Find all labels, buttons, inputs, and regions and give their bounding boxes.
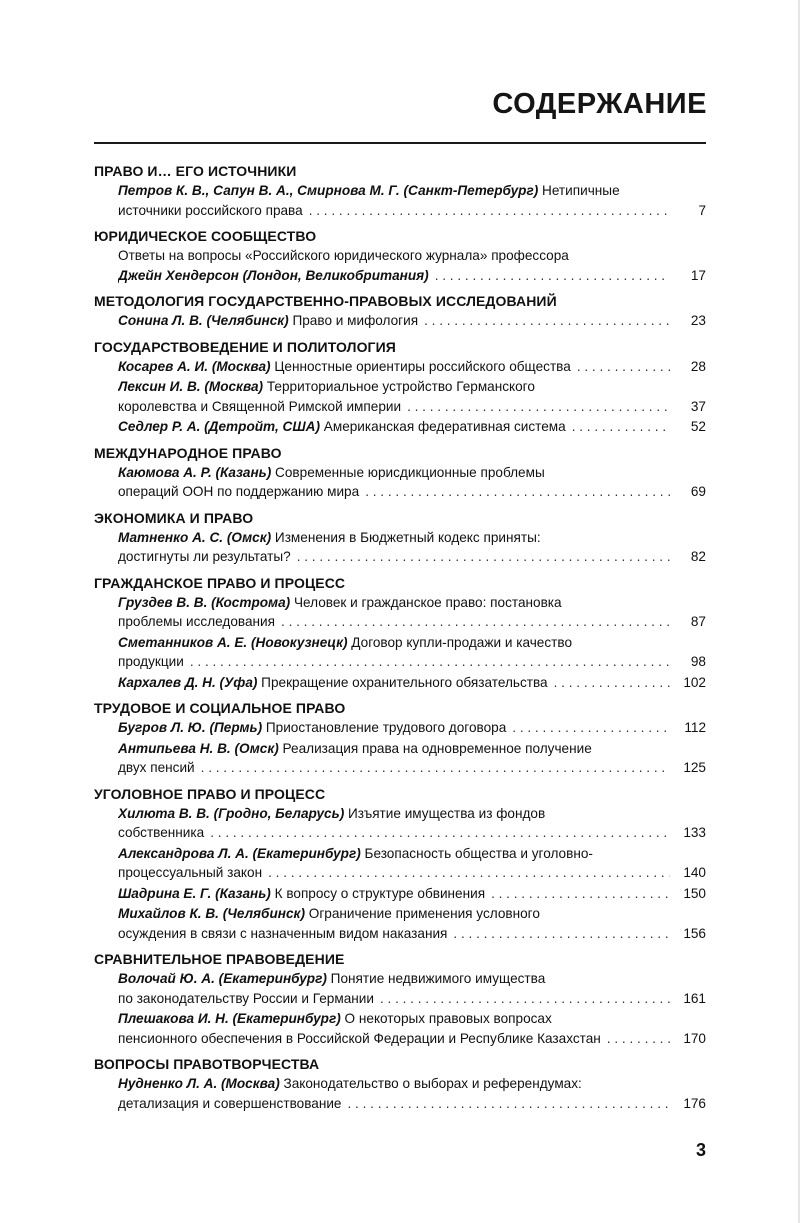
section-heading: ВОПРОСЫ ПРАВОТВОРЧЕСТВА bbox=[94, 1056, 320, 1072]
dot-leader bbox=[512, 718, 670, 738]
entry-page-number: 161 bbox=[683, 990, 706, 1006]
section-heading: ЭКОНОМИКА И ПРАВО bbox=[94, 509, 254, 526]
entry-title-start: Изъятие имущества из фондов bbox=[344, 805, 546, 821]
entry-last-line bbox=[118, 758, 676, 778]
toc-entry bbox=[94, 884, 706, 904]
entry-title-end bbox=[118, 482, 359, 502]
entry-author: Косарев А. И. (Москва) bbox=[118, 358, 271, 374]
dot-leader bbox=[201, 758, 670, 778]
entry-author: Лексин И. В. (Москва) bbox=[118, 379, 264, 394]
entry-first-line bbox=[118, 528, 676, 548]
entry-page-number: 98 bbox=[690, 654, 706, 669]
dot-leader bbox=[297, 547, 670, 567]
section-heading: УГОЛОВНОЕ ПРАВО И ПРОЦЕСС bbox=[94, 785, 326, 802]
entry-title-end bbox=[118, 612, 275, 632]
entry-first-line bbox=[118, 1009, 676, 1029]
entry-first-line bbox=[118, 1074, 676, 1094]
toc-entry bbox=[94, 739, 706, 778]
entry-title-text: Право и мифология bbox=[288, 313, 419, 328]
toc-section bbox=[94, 509, 706, 567]
section-heading: ГРАЖДАНСКОЕ ПРАВО И ПРОЦЕСС bbox=[94, 574, 346, 591]
entry-title-end bbox=[118, 201, 303, 221]
dot-leader bbox=[407, 397, 670, 417]
entry-title-start: О некоторых правовых вопросах bbox=[340, 1011, 552, 1026]
toc-entry bbox=[94, 377, 706, 416]
entry-title-text: Американская федеративная система bbox=[320, 419, 566, 434]
entry-last-line bbox=[118, 924, 676, 944]
entry-title-text: Приостановление трудового договора bbox=[262, 720, 507, 735]
entry-author: Сонина Л. В. (Челябинск) bbox=[118, 313, 289, 328]
toc-entry bbox=[94, 718, 706, 738]
entry-last-line bbox=[118, 612, 676, 632]
entry-author: Волочай Ю. А. (Екатеринбург) bbox=[118, 971, 327, 986]
entry-title-start: Ответы на вопросы «Российского юридического журнала» профессора bbox=[118, 248, 569, 263]
dot-leader bbox=[607, 1029, 670, 1049]
entry-last-line bbox=[118, 673, 676, 693]
dot-leader bbox=[309, 201, 670, 221]
section-heading: МЕЖДУНАРОДНОЕ ПРАВО bbox=[94, 444, 282, 461]
entry-first-line bbox=[118, 739, 676, 759]
entry-page-number: 125 bbox=[683, 760, 706, 775]
entry-title-start: Современные юрисдикционные проблемы bbox=[271, 464, 545, 480]
entry-page-number: 23 bbox=[690, 313, 706, 328]
entry-title-text: Прекращение охранительного обязательства bbox=[257, 674, 548, 690]
entry-author: Хилюта В. В. (Гродно, Беларусь) bbox=[118, 805, 345, 821]
dot-leader bbox=[210, 823, 670, 843]
toc-entry bbox=[94, 633, 706, 672]
entry-author: Матненко А. С. (Омск) bbox=[118, 529, 272, 545]
title-rule bbox=[94, 142, 706, 144]
entry-title-end bbox=[118, 266, 429, 286]
entry-last-line bbox=[118, 718, 676, 738]
entry-title-text: двух пенсий bbox=[118, 760, 195, 775]
entry-first-line bbox=[118, 246, 676, 266]
dot-leader bbox=[554, 673, 670, 693]
toc-section bbox=[94, 227, 706, 285]
entry-title-start: Человек и гражданское право: постановка bbox=[290, 594, 562, 610]
entry-title-text: операций ООН по поддержанию мира bbox=[118, 484, 360, 499]
entry-page-number: 140 bbox=[683, 865, 706, 880]
entry-page-number: 176 bbox=[683, 1095, 706, 1111]
entry-page-number: 69 bbox=[690, 484, 706, 499]
entry-page-number: 133 bbox=[683, 825, 706, 840]
entry-author: Джейн Хендерсон (Лондон, Великобритания) bbox=[118, 267, 429, 283]
entry-author: Кархалев Д. Н. (Уфа) bbox=[118, 674, 258, 690]
entry-title-start: Изменения в Бюджетный кодекс приняты: bbox=[271, 529, 541, 545]
entry-first-line bbox=[118, 904, 676, 924]
toc-entry bbox=[94, 357, 706, 377]
entry-title-end bbox=[118, 884, 485, 904]
entry-page-number: 17 bbox=[690, 267, 706, 283]
entry-last-line bbox=[118, 357, 676, 377]
entry-page-number: 156 bbox=[683, 925, 706, 941]
entry-first-line bbox=[118, 593, 676, 613]
page-title: СОДЕРЖАНИЕ bbox=[492, 88, 707, 120]
entry-author: Михайлов К. В. (Челябинск) bbox=[118, 906, 305, 921]
entry-author: Александрова Л. А. (Екатеринбург) bbox=[118, 845, 361, 861]
entry-title-text: королевства и Священной Римской империи bbox=[118, 398, 402, 414]
entry-author: Сметанников А. Е. (Новокузнецк) bbox=[118, 634, 348, 650]
toc-entry bbox=[94, 528, 706, 567]
entry-last-line bbox=[118, 311, 676, 331]
entry-title-text: Ценностные ориентиры российского общества bbox=[270, 358, 571, 374]
section-heading: СРАВНИТЕЛЬНОЕ ПРАВОВЕДЕНИЕ bbox=[94, 951, 345, 967]
entry-page-number: 82 bbox=[690, 549, 706, 564]
entry-title-end bbox=[118, 547, 291, 567]
entry-title-end bbox=[118, 863, 262, 883]
entry-author: Каюмова А. Р. (Казань) bbox=[118, 464, 272, 480]
entry-title-start: Нетипичные bbox=[538, 183, 620, 198]
entry-last-line bbox=[118, 482, 676, 502]
entry-title-end bbox=[118, 397, 401, 417]
toc-entry bbox=[94, 969, 706, 1008]
toc-entry bbox=[94, 1074, 706, 1113]
toc-section bbox=[94, 699, 706, 778]
entry-title-start: Понятие недвижимого имущества bbox=[326, 971, 546, 986]
dot-leader bbox=[577, 357, 670, 377]
entry-last-line bbox=[118, 652, 676, 672]
entry-first-line bbox=[118, 969, 676, 989]
dot-leader bbox=[268, 863, 670, 883]
dot-leader bbox=[424, 311, 670, 331]
entry-title-start: Договор купли-продажи и качество bbox=[347, 634, 573, 650]
dot-leader bbox=[190, 652, 670, 672]
entry-page-number: 87 bbox=[690, 614, 706, 629]
entry-last-line bbox=[118, 397, 676, 417]
entry-page-number: 150 bbox=[683, 885, 706, 901]
entry-page-number: 28 bbox=[690, 358, 706, 374]
toc-entry bbox=[94, 417, 706, 437]
entry-last-line bbox=[118, 989, 676, 1009]
entry-title-text: осуждения в связи с назначенным видом наказания bbox=[118, 925, 448, 941]
entry-page-number: 37 bbox=[690, 398, 706, 414]
toc-section bbox=[94, 785, 706, 944]
entry-author: Плешакова И. Н. (Екатеринбург) bbox=[118, 1011, 341, 1026]
entry-title-end bbox=[118, 652, 184, 672]
toc-section bbox=[94, 1055, 706, 1113]
entry-title-text: процессуальный закон bbox=[118, 865, 263, 880]
entry-title-end bbox=[118, 673, 548, 693]
entry-title-text: собственника bbox=[118, 825, 205, 840]
entry-title-end bbox=[118, 823, 204, 843]
toc-entry bbox=[94, 593, 706, 632]
entry-title-end bbox=[118, 417, 566, 437]
section-heading: ЮРИДИЧЕСКОЕ СООБЩЕСТВО bbox=[94, 228, 317, 244]
entry-page-number: 102 bbox=[683, 674, 706, 690]
dot-leader bbox=[491, 884, 670, 904]
entry-page-number: 7 bbox=[698, 202, 706, 218]
entry-title-end bbox=[118, 311, 418, 331]
toc-entry bbox=[94, 844, 706, 883]
entry-title-text: продукции bbox=[118, 654, 184, 669]
entry-title-text: достигнуты ли результаты? bbox=[118, 549, 291, 564]
entry-author: Груздев В. В. (Кострома) bbox=[118, 594, 291, 610]
toc-section bbox=[94, 574, 706, 693]
entry-title-end bbox=[118, 758, 195, 778]
entry-last-line bbox=[118, 1094, 676, 1114]
toc-section bbox=[94, 444, 706, 502]
section-heading: ТРУДОВОЕ И СОЦИАЛЬНОЕ ПРАВО bbox=[94, 700, 346, 716]
toc-section bbox=[94, 950, 706, 1048]
entry-first-line bbox=[118, 844, 676, 864]
entry-author: Петров К. В., Сапун В. А., Смирнова М. Г. (Санкт-Петербург) bbox=[118, 183, 539, 198]
entry-page-number: 52 bbox=[690, 419, 706, 434]
entry-author: Нудненко Л. А. (Москва) bbox=[118, 1076, 280, 1091]
entry-author: Шадрина Е. Г. (Казань) bbox=[118, 885, 271, 901]
toc-section bbox=[94, 292, 706, 331]
entry-first-line bbox=[118, 463, 676, 483]
entry-last-line bbox=[118, 266, 676, 286]
entry-last-line bbox=[118, 823, 676, 843]
entry-title-start: Законодательство о выборах и референдумах: bbox=[279, 1076, 582, 1091]
toc-entry bbox=[94, 1009, 706, 1048]
entry-last-line bbox=[118, 547, 676, 567]
entry-last-line bbox=[118, 884, 676, 904]
page-number: 3 bbox=[695, 1140, 706, 1160]
dot-leader bbox=[348, 1094, 671, 1114]
entry-title-end bbox=[118, 718, 506, 738]
entry-title-start: Ограничение применения условного bbox=[304, 906, 540, 921]
entry-author: Антипьева Н. В. (Омск) bbox=[118, 740, 279, 756]
entry-title-text: К вопросу о структуре обвинения bbox=[270, 885, 486, 901]
entry-last-line bbox=[118, 1029, 676, 1049]
entry-author: Бугров Л. Ю. (Пермь) bbox=[118, 720, 263, 735]
entry-title-text: источники российского права bbox=[118, 202, 303, 218]
entry-last-line bbox=[118, 863, 676, 883]
entry-title-end bbox=[118, 989, 374, 1009]
entry-title-end bbox=[118, 357, 571, 377]
entry-title-end bbox=[118, 1094, 342, 1114]
entry-title-text: пенсионного обеспечения в Российской Федерации и Республике Казахстан bbox=[118, 1030, 601, 1046]
dot-leader bbox=[435, 266, 670, 286]
entry-title-end bbox=[118, 1029, 601, 1049]
entry-last-line bbox=[118, 201, 676, 221]
entry-author: Седлер Р. А. (Детройт, США) bbox=[118, 419, 320, 434]
dot-leader bbox=[572, 417, 670, 437]
entry-title-start: Безопасность общества и уголовно- bbox=[360, 845, 593, 861]
entry-first-line bbox=[118, 377, 676, 397]
table-of-contents bbox=[94, 162, 706, 1120]
entry-title-text: по законодательству России и Германии bbox=[118, 990, 374, 1006]
entry-title-end bbox=[118, 924, 447, 944]
dot-leader bbox=[453, 924, 670, 944]
toc-entry bbox=[94, 804, 706, 843]
toc-entry bbox=[94, 904, 706, 943]
toc-entry bbox=[94, 246, 706, 285]
entry-title-start: Территориальное устройство Германского bbox=[263, 379, 535, 394]
toc-entry bbox=[94, 673, 706, 693]
entry-last-line bbox=[118, 417, 676, 437]
entry-page-number: 170 bbox=[683, 1030, 706, 1046]
section-heading: МЕТОДОЛОГИЯ ГОСУДАРСТВЕННО-ПРАВОВЫХ ИССЛЕДОВАНИЙ bbox=[94, 293, 557, 309]
entry-first-line bbox=[118, 804, 676, 824]
dot-leader bbox=[365, 482, 670, 502]
toc-entry bbox=[94, 463, 706, 502]
entry-title-start: Реализация права на одновременное получение bbox=[278, 740, 592, 756]
section-heading: ПРАВО И… ЕГО ИСТОЧНИКИ bbox=[94, 163, 297, 179]
entry-first-line bbox=[118, 633, 676, 653]
entry-page-number: 112 bbox=[684, 720, 706, 735]
toc-entry bbox=[94, 181, 706, 220]
toc-section bbox=[94, 162, 706, 220]
entry-title-text: проблемы исследования bbox=[118, 614, 276, 629]
toc-entry bbox=[94, 311, 706, 331]
entry-first-line bbox=[118, 181, 676, 201]
dot-leader bbox=[380, 989, 670, 1009]
toc-section bbox=[94, 338, 706, 437]
section-heading: ГОСУДАРСТВОВЕДЕНИЕ И ПОЛИТОЛОГИЯ bbox=[94, 338, 396, 355]
entry-title-text: детализация и совершенствование bbox=[118, 1095, 342, 1111]
dot-leader bbox=[281, 612, 670, 632]
